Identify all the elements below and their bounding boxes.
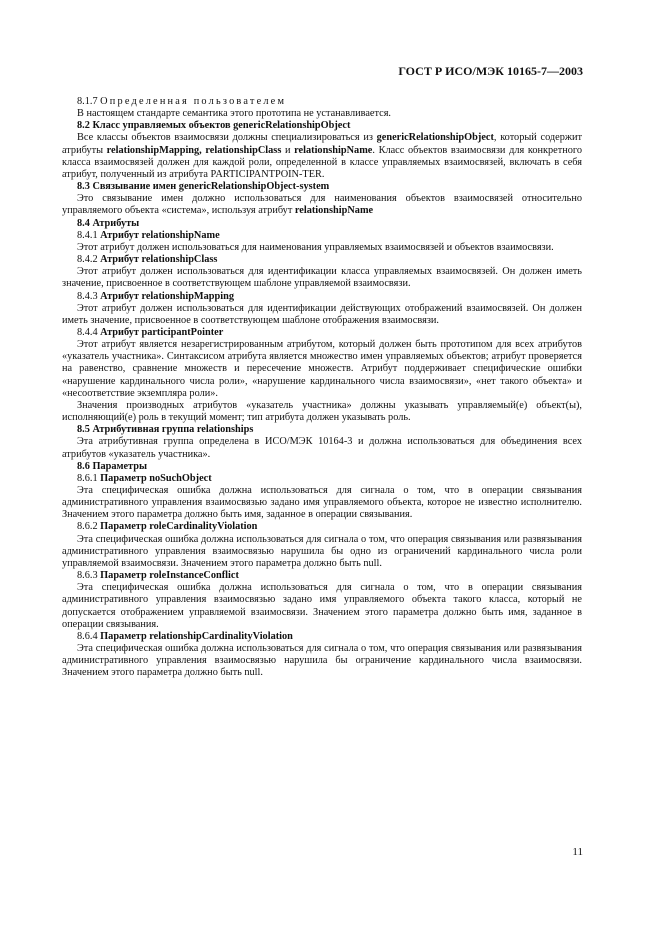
section-8-4-4-body: Этот атрибут является незарегистрированным атрибутом, который должен быть прототипом для всех атрибутов «указатель участника». Синтаксисом атрибута является множество имен управляемых объектов; атрибут проверяется на равенство, сравнение множеств и пересечение множеств. Атрибут поддерживает специфические ошибки «нарушение кардинального числа роли», «нарушение кардинального числа взаимосвязи», «нет такого объекта» и «несоответствие экземпляра роли». (62, 339, 582, 399)
section-8-6-4-heading: 8.6.4 Параметр relationshipCardinalityViolation (77, 630, 293, 642)
section-8-6-heading: 8.6 Параметры (77, 460, 148, 472)
section-8-2-heading: 8.2 Класс управляемых объектов genericRelationshipObject (77, 120, 351, 132)
section-8-1-7-heading: 8.1.7 Определенная пользователем (77, 96, 287, 107)
section-8-1-7-title: Определенная пользователем (100, 96, 287, 107)
section-8-3-heading: 8.3 Связывание имен genericRelationshipObject-system (77, 181, 330, 193)
section-8-1-7-body: В настоящем стандарте семантика этого прототипа не устанавливается. (77, 108, 392, 120)
section-8-4-2-body: Этот атрибут должен использоваться для идентификации класса управляемых взаимосвязей. Он должен иметь значение, присвоенное в соответствующем шаблоне управляемой взаимосвязи. (62, 266, 582, 290)
section-8-4-2-heading: 8.4.2 Атрибут relationshipClass (77, 254, 218, 266)
section-8-4-4-heading: 8.4.4 Атрибут participantPointer (77, 326, 224, 338)
section-8-4-3-body: Этот атрибут должен использоваться для идентификации действующих отображений взаимосвязей. Он должен иметь значение, присвоенное в соответствующем шаблоне отображения взаимосвязи. (62, 302, 582, 326)
section-8-4-1-heading: 8.4.1 Атрибут relationshipName (77, 229, 220, 241)
section-8-6-1-body: Эта специфическая ошибка должна использоваться для сигнала о том, что в операции связывания административного управления взаимосвязью задано имя управляемого объекта, которое не известно исполнителю. Значением этого параметра должно быть имя, заданное в операции связывания. (62, 485, 582, 521)
section-8-6-3-heading: 8.6.3 Параметр roleInstanceConflict (77, 570, 239, 582)
standard-header: ГОСТ Р ИСО/МЭК 10165-7—2003 (398, 64, 583, 78)
section-8-6-3-body: Эта специфическая ошибка должна использоваться для сигнала о том, что в операции связывания административного управления взаимосвязью задано имя управляемого объекта такого класса, который не допускается отображением управляемой взаимосвязи. Значением этого параметра должно быть имя, заданное в операции связывания. (62, 582, 582, 630)
section-8-4-3-heading: 8.4.3 Атрибут relationshipMapping (77, 290, 234, 302)
section-8-5-body: Эта атрибутивная группа определена в ИСО/МЭК 10164-3 и должна использоваться для объединения всех атрибутов «указатель участника». (62, 436, 582, 460)
section-8-6-2-body: Эта специфическая ошибка должна использоваться для сигнала о том, что операция связывания или развязывания административного управления взаимосвязью нарушила бы одно из ограничений кардинального числа роли управляемой взаимосвязи. Значением этого параметра должно быть null. (62, 533, 582, 569)
section-8-4-1-body: Этот атрибут должен использоваться для наименования управляемых взаимосвязей и объектов взаимосвязи. (77, 241, 554, 253)
section-8-3-body: Это связывание имен должно использоваться для наименования объектов взаимосвязей относительно управляемого объекта «система», используя атрибут relationshipName (62, 193, 582, 217)
page-number: 11 (572, 846, 583, 858)
section-8-6-1-heading: 8.6.1 Параметр noSuchObject (77, 472, 212, 484)
section-8-5-heading: 8.5 Атрибутивная группа relationships (77, 424, 254, 436)
section-8-6-2-heading: 8.6.2 Параметр roleCardinalityViolation (77, 521, 258, 533)
section-8-2-body: Все классы объектов взаимосвязи должны специализироваться из genericRelationshipObject, который содержит атрибуты relationshipMapping, relationshipClass и relationshipName. Класс объектов взаимосвязи для конкретного класса взаимосвязей должен для каждой роли, определенной в классе управляемых взаимосвязей, включать в себя атрибут, полученный из атрибута PARTICIPANTPOIN-TER. (62, 132, 583, 180)
section-8-6-4-body: Эта специфическая ошибка должна использоваться для сигнала о том, что операция связывания или развязывания административного управления взаимосвязью нарушила бы ограничение кардинального числа взаимосвязи. Значением этого параметра должно быть null. (62, 643, 582, 679)
section-8-4-4-body-2: Значения производных атрибутов «указатель участника» должны указывать управляемый(е) объект(ы), исполняющий(е) роль в текущий момент; тип атрибута должен указывать роль. (62, 399, 582, 424)
document-body (62, 96, 582, 680)
section-8-4-heading: 8.4 Атрибуты (77, 217, 140, 229)
